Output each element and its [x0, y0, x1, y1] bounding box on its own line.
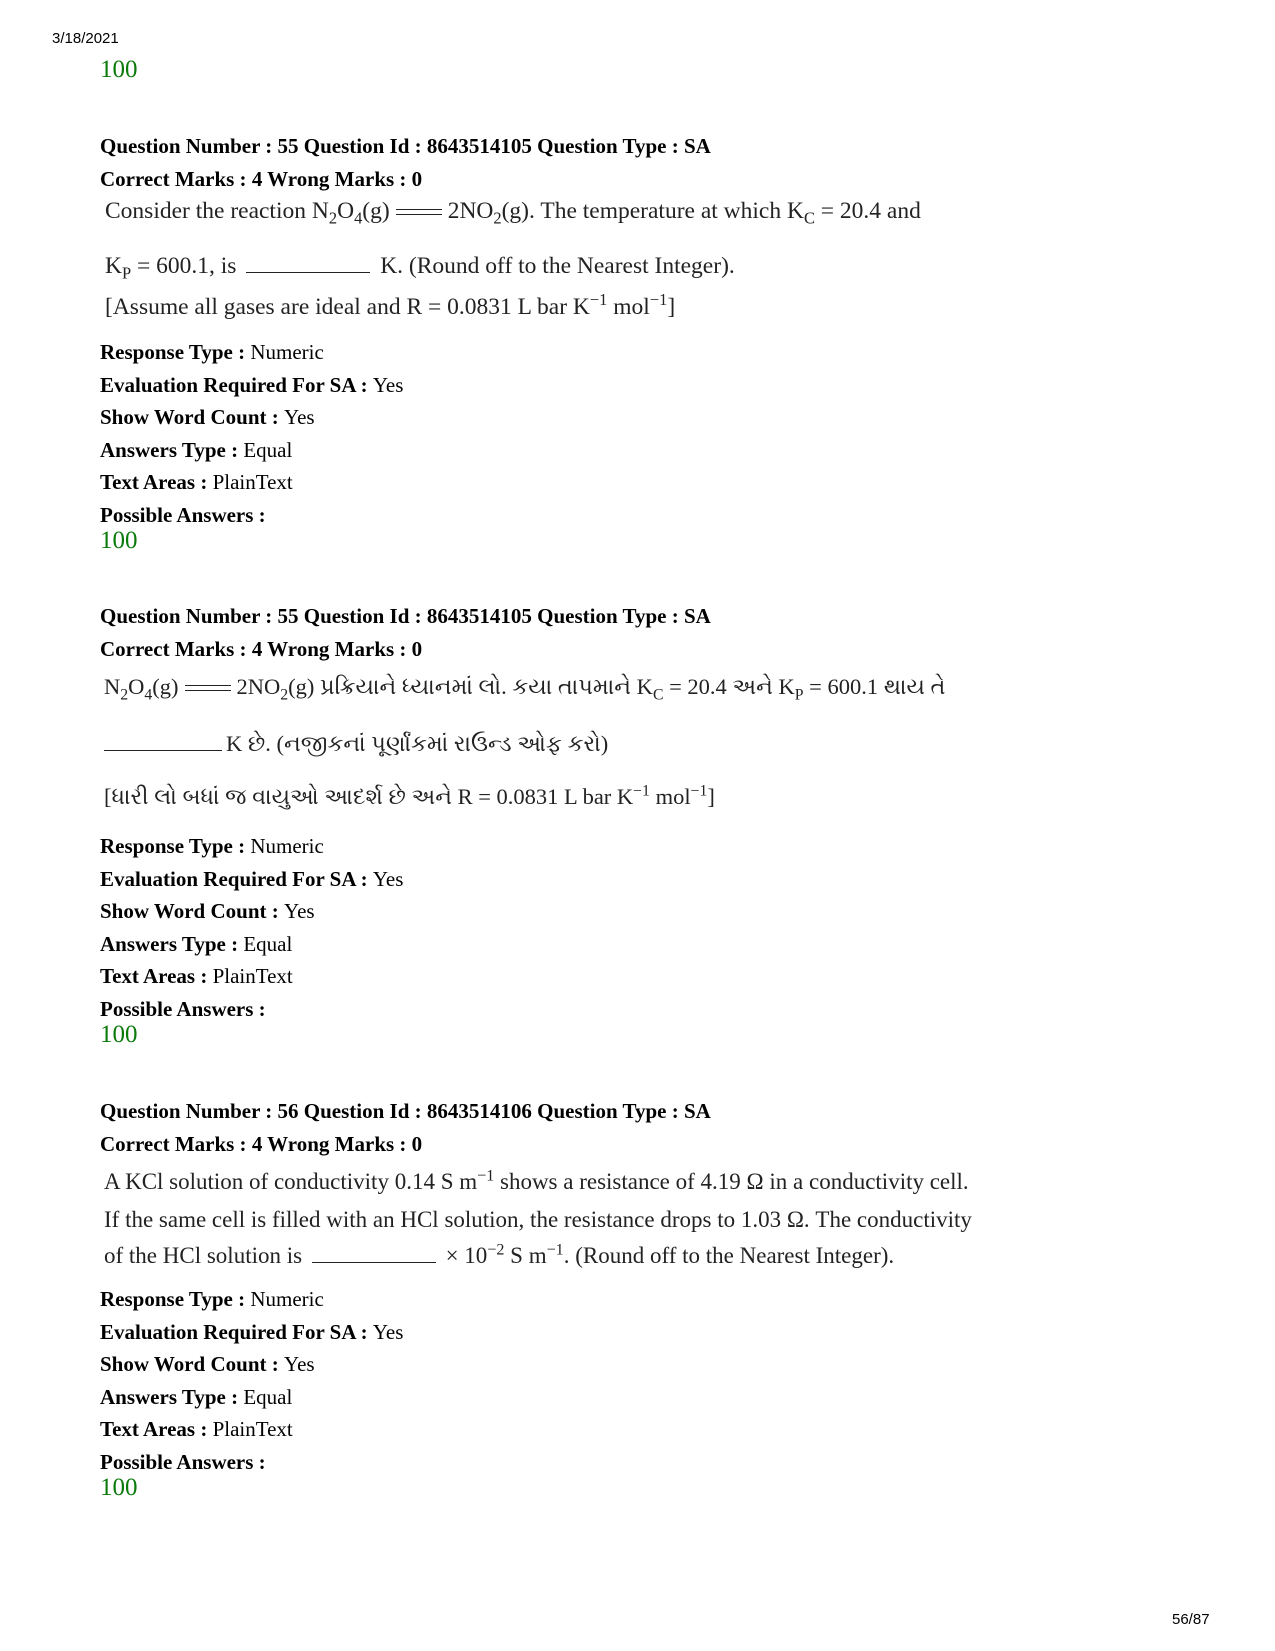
equilibrium-arrow-icon [396, 207, 442, 219]
page-number: 56/87 [1172, 1611, 1210, 1628]
print-date: 3/18/2021 [52, 30, 119, 47]
question-header: Question Number : 56 Question Id : 8643514106 Question Type : SA Correct Marks : 4 Wrong Marks : 0 [100, 1099, 711, 1156]
answer-blank [104, 749, 222, 751]
question-fields: Response Type : Numeric Evaluation Required For SA : Yes Show Word Count : Yes Answers Type : Equal Text Areas : PlainText Possible Answers : [100, 834, 404, 1021]
answer-blank [246, 271, 370, 273]
possible-answer-value: 100 [100, 1474, 138, 1501]
possible-answer-value: 100 [100, 1021, 138, 1048]
question-header: Question Number : 55 Question Id : 8643514105 Question Type : SA Correct Marks : 4 Wrong Marks : 0 [100, 604, 711, 661]
equilibrium-arrow-icon [185, 683, 231, 695]
answer-blank [312, 1261, 436, 1263]
possible-answer-value: 100 [100, 527, 138, 554]
possible-answer-value: 100 [100, 56, 138, 83]
question-header: Question Number : 55 Question Id : 8643514105 Question Type : SA Correct Marks : 4 Wrong Marks : 0 [100, 134, 711, 191]
question-fields: Response Type : Numeric Evaluation Required For SA : Yes Show Word Count : Yes Answers Type : Equal Text Areas : PlainText Possible Answers : [100, 340, 404, 527]
question-fields: Response Type : Numeric Evaluation Required For SA : Yes Show Word Count : Yes Answers Type : Equal Text Areas : PlainText Possible Answers : [100, 1287, 404, 1474]
